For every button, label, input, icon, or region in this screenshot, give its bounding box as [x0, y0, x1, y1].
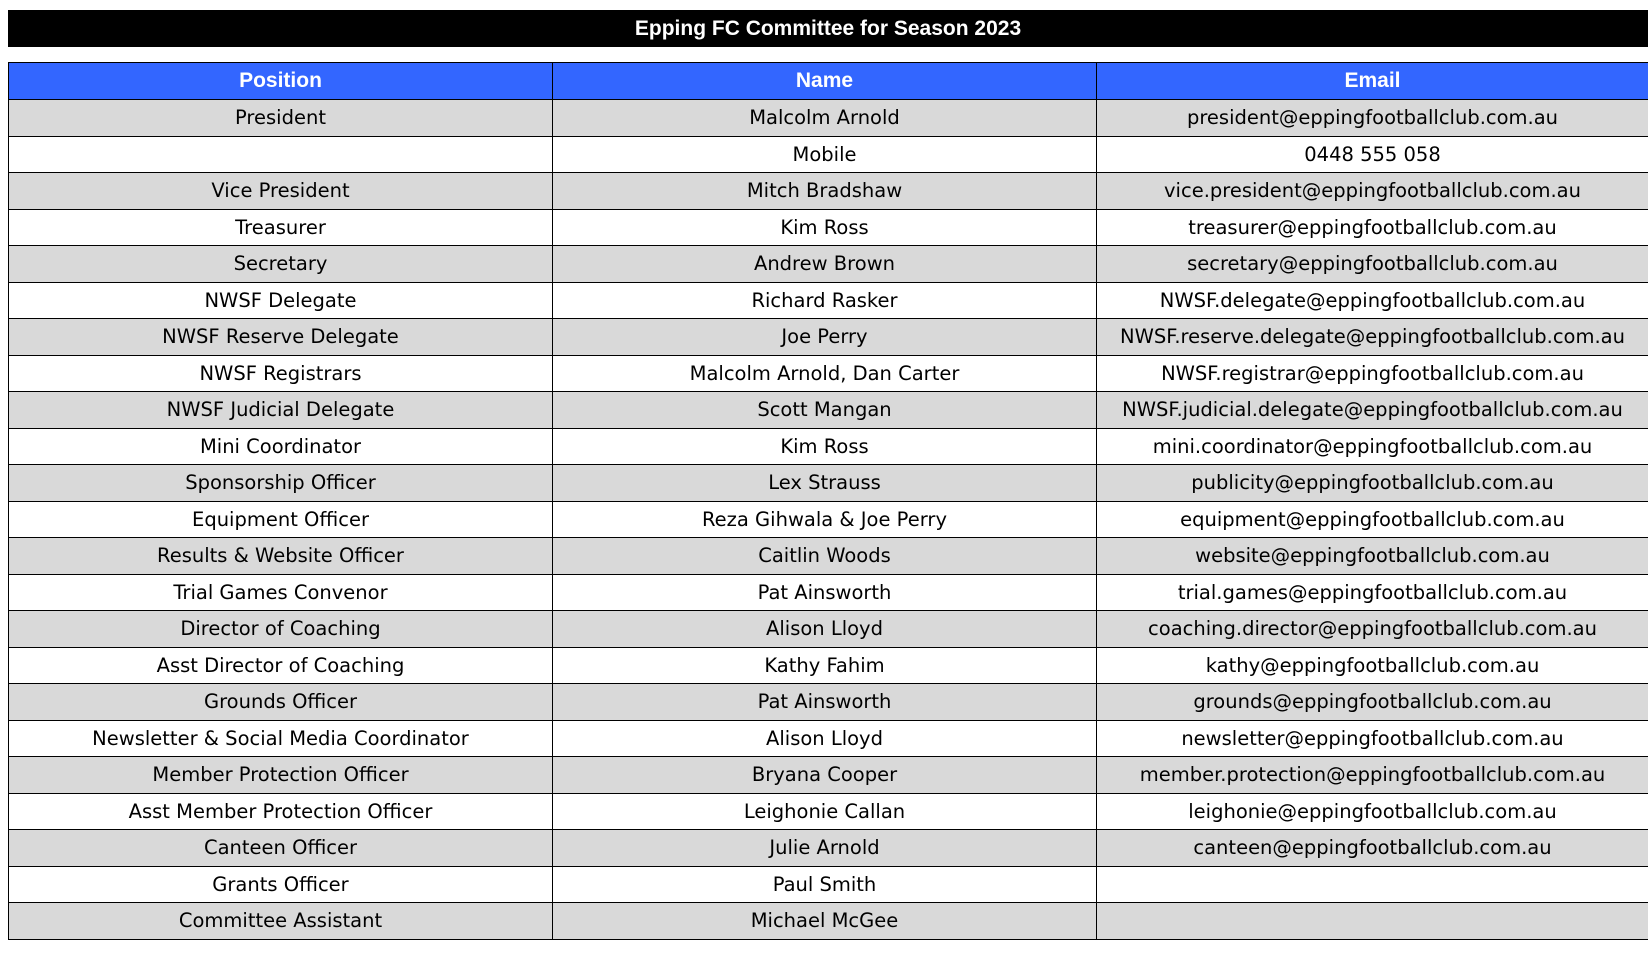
table-row [9, 246, 1648, 283]
name-cell: Richard Rasker [553, 282, 1097, 319]
name-cell: Joe Perry [553, 319, 1097, 356]
table-row [9, 209, 1648, 246]
table-row [9, 793, 1648, 830]
name-cell: Andrew Brown [553, 246, 1097, 283]
table-row [9, 501, 1648, 538]
name-cell: Pat Ainsworth [553, 574, 1097, 611]
name-cell: Alison Lloyd [553, 611, 1097, 648]
email-cell: NWSF.reserve.delegate@eppingfootballclub.com.au [1097, 319, 1648, 356]
table-row [9, 720, 1648, 757]
position-cell: Director of Coaching [9, 611, 553, 648]
table-row [9, 866, 1648, 903]
position-cell: Grounds Officer [9, 684, 553, 721]
table-row [9, 684, 1648, 721]
name-cell: Paul Smith [553, 866, 1097, 903]
email-cell: NWSF.judicial.delegate@eppingfootballclub.com.au [1097, 392, 1648, 429]
position-cell: NWSF Reserve Delegate [9, 319, 553, 356]
email-cell: grounds@eppingfootballclub.com.au [1097, 684, 1648, 721]
email-cell: mini.coordinator@eppingfootballclub.com.au [1097, 428, 1648, 465]
position-cell: Treasurer [9, 209, 553, 246]
position-cell: NWSF Judicial Delegate [9, 392, 553, 429]
name-cell: Kim Ross [553, 209, 1097, 246]
committee-table [8, 62, 1648, 940]
name-cell: Michael McGee [553, 903, 1097, 940]
column-header-position: Position [9, 63, 553, 100]
position-cell: Vice President [9, 173, 553, 210]
position-cell: Asst Director of Coaching [9, 647, 553, 684]
email-cell [1097, 903, 1648, 940]
email-cell: president@eppingfootballclub.com.au [1097, 100, 1648, 137]
email-cell: kathy@eppingfootballclub.com.au [1097, 647, 1648, 684]
email-cell: publicity@eppingfootballclub.com.au [1097, 465, 1648, 502]
table-row [9, 574, 1648, 611]
table-row [9, 392, 1648, 429]
table-row [9, 538, 1648, 575]
table-row [9, 136, 1648, 173]
email-cell: member.protection@eppingfootballclub.com.au [1097, 757, 1648, 794]
email-cell: coaching.director@eppingfootballclub.com.au [1097, 611, 1648, 648]
name-cell: Scott Mangan [553, 392, 1097, 429]
email-cell: leighonie@eppingfootballclub.com.au [1097, 793, 1648, 830]
name-cell: Leighonie Callan [553, 793, 1097, 830]
email-cell: website@eppingfootballclub.com.au [1097, 538, 1648, 575]
position-cell: Trial Games Convenor [9, 574, 553, 611]
name-cell: Mobile [553, 136, 1097, 173]
table-row [9, 319, 1648, 356]
position-cell: Canteen Officer [9, 830, 553, 867]
column-header-email: Email [1097, 63, 1648, 100]
position-cell: NWSF Registrars [9, 355, 553, 392]
table-row [9, 830, 1648, 867]
table-header [9, 63, 1648, 100]
position-cell: Equipment Officer [9, 501, 553, 538]
position-cell: Member Protection Officer [9, 757, 553, 794]
position-cell: Asst Member Protection Officer [9, 793, 553, 830]
position-cell: NWSF Delegate [9, 282, 553, 319]
position-cell: Committee Assistant [9, 903, 553, 940]
position-cell [9, 136, 553, 173]
table-row [9, 100, 1648, 137]
page-title: Epping FC Committee for Season 2023 [8, 10, 1648, 47]
name-cell: Malcolm Arnold [553, 100, 1097, 137]
name-cell: Pat Ainsworth [553, 684, 1097, 721]
name-cell: Kathy Fahim [553, 647, 1097, 684]
table-row [9, 465, 1648, 502]
position-cell: Mini Coordinator [9, 428, 553, 465]
email-cell: vice.president@eppingfootballclub.com.au [1097, 173, 1648, 210]
table-row [9, 173, 1648, 210]
position-cell: President [9, 100, 553, 137]
email-cell: trial.games@eppingfootballclub.com.au [1097, 574, 1648, 611]
name-cell: Reza Gihwala & Joe Perry [553, 501, 1097, 538]
email-cell: NWSF.delegate@eppingfootballclub.com.au [1097, 282, 1648, 319]
table-row [9, 355, 1648, 392]
header-row [9, 63, 1648, 100]
table-row [9, 647, 1648, 684]
position-cell: Newsletter & Social Media Coordinator [9, 720, 553, 757]
email-cell: newsletter@eppingfootballclub.com.au [1097, 720, 1648, 757]
email-cell: secretary@eppingfootballclub.com.au [1097, 246, 1648, 283]
column-header-name: Name [553, 63, 1097, 100]
name-cell: Julie Arnold [553, 830, 1097, 867]
table-row [9, 611, 1648, 648]
email-cell [1097, 866, 1648, 903]
position-cell: Grants Officer [9, 866, 553, 903]
table-row [9, 282, 1648, 319]
name-cell: Bryana Cooper [553, 757, 1097, 794]
name-cell: Alison Lloyd [553, 720, 1097, 757]
name-cell: Lex Strauss [553, 465, 1097, 502]
table-row [9, 428, 1648, 465]
email-cell: 0448 555 058 [1097, 136, 1648, 173]
name-cell: Kim Ross [553, 428, 1097, 465]
email-cell: NWSF.registrar@eppingfootballclub.com.au [1097, 355, 1648, 392]
table-row [9, 757, 1648, 794]
name-cell: Mitch Bradshaw [553, 173, 1097, 210]
table-body [9, 100, 1648, 940]
email-cell: equipment@eppingfootballclub.com.au [1097, 501, 1648, 538]
name-cell: Malcolm Arnold, Dan Carter [553, 355, 1097, 392]
table-row [9, 903, 1648, 940]
position-cell: Sponsorship Officer [9, 465, 553, 502]
email-cell: treasurer@eppingfootballclub.com.au [1097, 209, 1648, 246]
position-cell: Results & Website Officer [9, 538, 553, 575]
name-cell: Caitlin Woods [553, 538, 1097, 575]
position-cell: Secretary [9, 246, 553, 283]
email-cell: canteen@eppingfootballclub.com.au [1097, 830, 1648, 867]
